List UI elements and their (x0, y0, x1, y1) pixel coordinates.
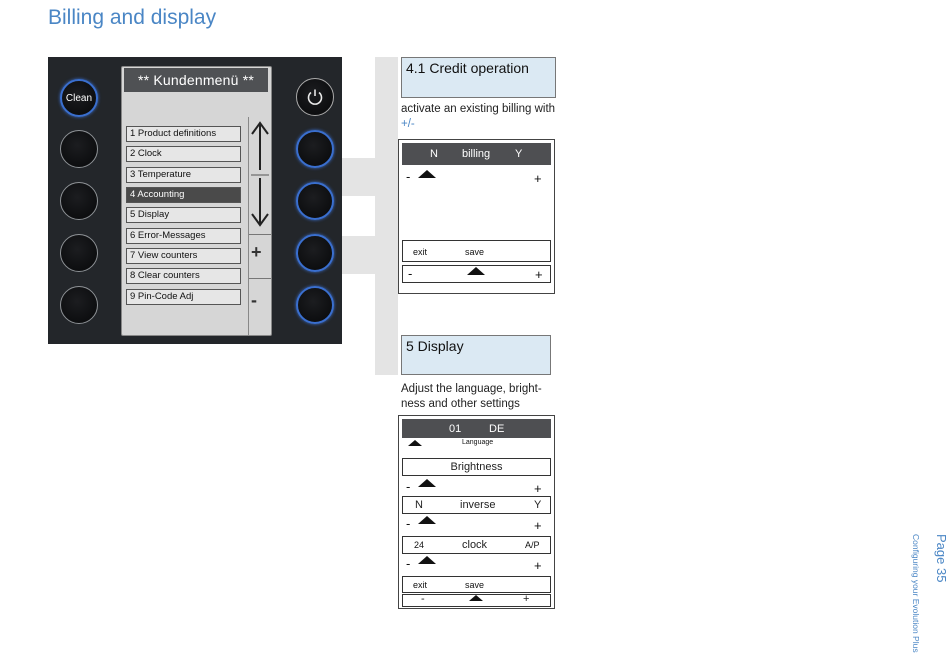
credit-y: Y (515, 148, 523, 160)
page-subtitle: Configuring your Evolution Plus (911, 534, 921, 653)
power-icon (306, 88, 324, 106)
credit-save[interactable]: save (465, 247, 485, 257)
brightness-pointer-icon (418, 479, 436, 487)
menu-item[interactable]: 3 Temperature (126, 167, 241, 183)
menu-item[interactable]: 7 View counters (126, 248, 241, 264)
menu-item[interactable]: 4 Accounting (126, 187, 241, 203)
credit-plus-2: + (535, 267, 543, 282)
up-down-arrow-icon (249, 120, 271, 230)
display-save[interactable]: save (465, 580, 485, 590)
connector-bar (342, 158, 375, 196)
credit-adjust-row (402, 265, 551, 283)
credit-desc-plusminus: +/- (401, 117, 415, 130)
screen-title: ** Kundenmenü ** (124, 68, 268, 92)
display-language-bar (402, 419, 551, 438)
clock-24: 24 (414, 540, 425, 550)
credit-action-row (402, 240, 551, 262)
right-button-down[interactable] (296, 182, 334, 220)
inverse-pointer-icon (418, 516, 436, 524)
display-bar-language: DE (489, 422, 505, 435)
page-number: Page 35 (934, 534, 949, 583)
display-bar-number: 01 (449, 422, 462, 435)
menu-item[interactable]: 1 Product definitions (126, 126, 241, 142)
inverse-y: Y (534, 499, 542, 511)
menu-item[interactable]: 2 Clock (126, 146, 241, 162)
brightness-row (402, 458, 551, 476)
connector-column (375, 57, 398, 375)
credit-n: N (430, 148, 438, 160)
connector-bar (342, 236, 375, 274)
language-label: Language (462, 439, 494, 446)
credit-plus: + (534, 171, 542, 186)
brightness-label: Brightness (450, 461, 503, 473)
clean-label: Clean (65, 92, 93, 104)
credit-description (401, 102, 571, 131)
clock-pointer-icon (418, 556, 436, 564)
credit-pointer-icon (418, 170, 436, 178)
display-pointer-icon (469, 595, 483, 601)
page-footer (905, 534, 949, 654)
display-heading-text: 5 Display (406, 338, 464, 354)
left-button-3[interactable] (60, 182, 98, 220)
power-button[interactable] (296, 78, 334, 116)
display-minus: - (421, 593, 425, 605)
minus-sign: - (251, 290, 257, 310)
language-pointer-icon (408, 440, 422, 446)
inverse-minus: - (406, 516, 411, 531)
right-button-up[interactable] (296, 130, 334, 168)
right-button-plus[interactable] (296, 234, 334, 272)
credit-exit[interactable]: exit (413, 247, 428, 257)
credit-minus: - (406, 169, 411, 184)
credit-minus-2: - (408, 266, 413, 281)
display-heading (401, 335, 551, 375)
credit-billing-label: billing (462, 148, 491, 160)
display-desc-line1: Adjust the language, bright- (401, 383, 542, 395)
brightness-plus: + (534, 481, 542, 496)
menu-item[interactable]: 5 Display (126, 207, 241, 223)
display-action-row (402, 576, 551, 593)
clock-ap: A/P (525, 540, 540, 550)
display-desc-line2: ness and other settings (401, 397, 520, 410)
inverse-row (402, 496, 551, 514)
display-adjust-row (402, 594, 551, 607)
right-button-minus[interactable] (296, 286, 334, 324)
brightness-minus: - (406, 479, 411, 494)
clock-row (402, 536, 551, 554)
clean-button[interactable] (60, 79, 98, 117)
left-button-2[interactable] (60, 130, 98, 168)
display-exit[interactable]: exit (413, 580, 428, 590)
display-plus: + (523, 593, 530, 605)
menu-item[interactable]: 8 Clear counters (126, 268, 241, 284)
credit-heading (401, 57, 556, 98)
credit-heading-text: 4.1 Credit operation (406, 60, 529, 76)
display-description (401, 382, 571, 411)
left-button-4[interactable] (60, 234, 98, 272)
clock-label: clock (462, 539, 488, 551)
divider (249, 234, 271, 235)
credit-desc-line: activate an existing billing with (401, 103, 556, 115)
menu-item[interactable]: 9 Pin-Code Adj (126, 289, 241, 305)
credit-pointer-icon-2 (467, 267, 485, 275)
menu-item[interactable]: 6 Error-Messages (126, 228, 241, 244)
divider (249, 278, 271, 279)
left-button-5[interactable] (60, 286, 98, 324)
inverse-n: N (415, 499, 423, 511)
clock-minus: - (406, 556, 411, 571)
inverse-label: inverse (460, 499, 496, 511)
clock-plus: + (534, 558, 542, 573)
inverse-plus: + (534, 518, 542, 533)
plus-sign: + (251, 242, 262, 262)
credit-bar (402, 143, 551, 165)
page-title: Billing and display (48, 6, 217, 29)
